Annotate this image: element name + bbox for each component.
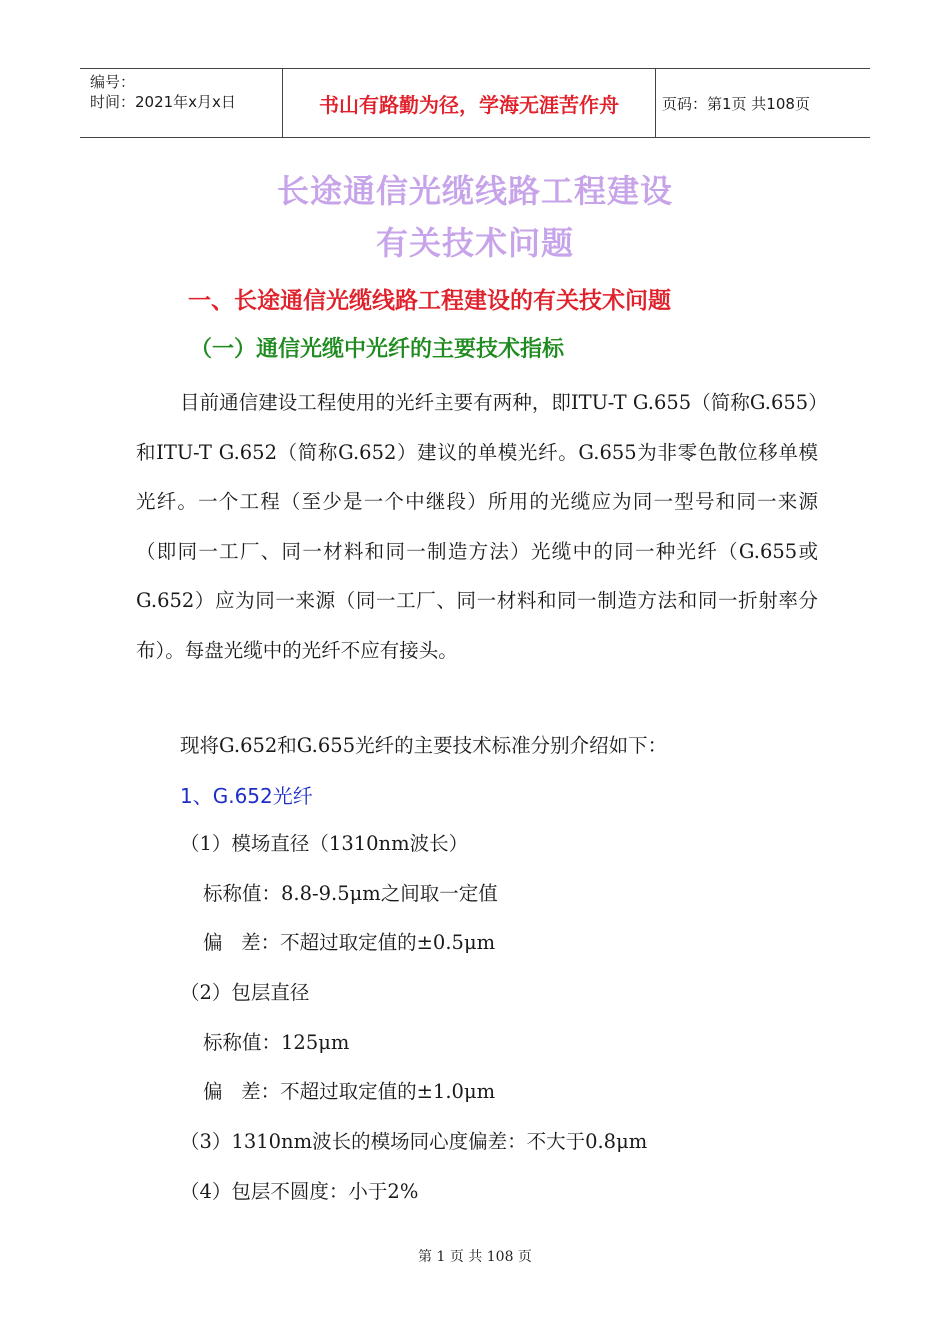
spec-item: 偏 差：不超过取定值的±1.0μm [203,1080,496,1103]
document-title-line1: 长途通信光缆线路工程建设 [276,172,673,210]
section-heading: 一、长途通信光缆线路工程建设的有关技术问题 [188,288,671,314]
page-header [80,68,870,138]
body-paragraph: 目前通信建设工程使用的光纤主要有两种，即ITU-T G.655（简称G.655）和ITU-T G.652（简称G.652）建议的单模光纤。G.655为非零色散位移单模光纤。一个工程（至少是一个中继段）所用的光缆应为同一型号和同一来源（即同一工厂、同一材料和同一制造方法）光缆中的同一种光纤（G.655或G.652）应为同一来源（同一工厂、同一材料和同一制造方法和同一折射率分布）。每盘光缆中的光纤不应有接头。 [136,391,818,662]
header-page-info: 页码：第1页 共108页 [662,94,810,113]
spec-item: （1）模场直径（1310nm波长） [180,832,469,855]
spec-item: （3）1310nm波长的模场同心度偏差：不大于0.8μm [180,1130,648,1153]
spec-item: （2）包层直径 [180,981,310,1004]
spec-item: （4）包层不圆度：小于2% [180,1180,419,1203]
header-motto: 书山有路勤为径，学海无涯苦作舟 [282,69,656,137]
intro-paragraph: 现将G.652和G.655光纤的主要技术标准分别介绍如下： [180,734,668,757]
header-meta [80,69,282,137]
subsection-title: 1、G.652光纤 [180,784,313,808]
spec-item: 标称值：8.8-9.5μm之间取一定值 [203,882,498,905]
document-time-label: 时间：2021年x月x日 [90,93,236,111]
spec-item: 偏 差：不超过取定值的±0.5μm [203,931,496,954]
document-title-line2: 有关技术问题 [375,224,574,262]
subsection-heading: （一）通信光缆中光纤的主要技术指标 [190,337,565,362]
document-number-label: 编号： [90,73,136,91]
spec-item: 标称值：125μm [203,1031,350,1054]
page-footer: 第 1 页 共 108 页 [418,1249,532,1265]
